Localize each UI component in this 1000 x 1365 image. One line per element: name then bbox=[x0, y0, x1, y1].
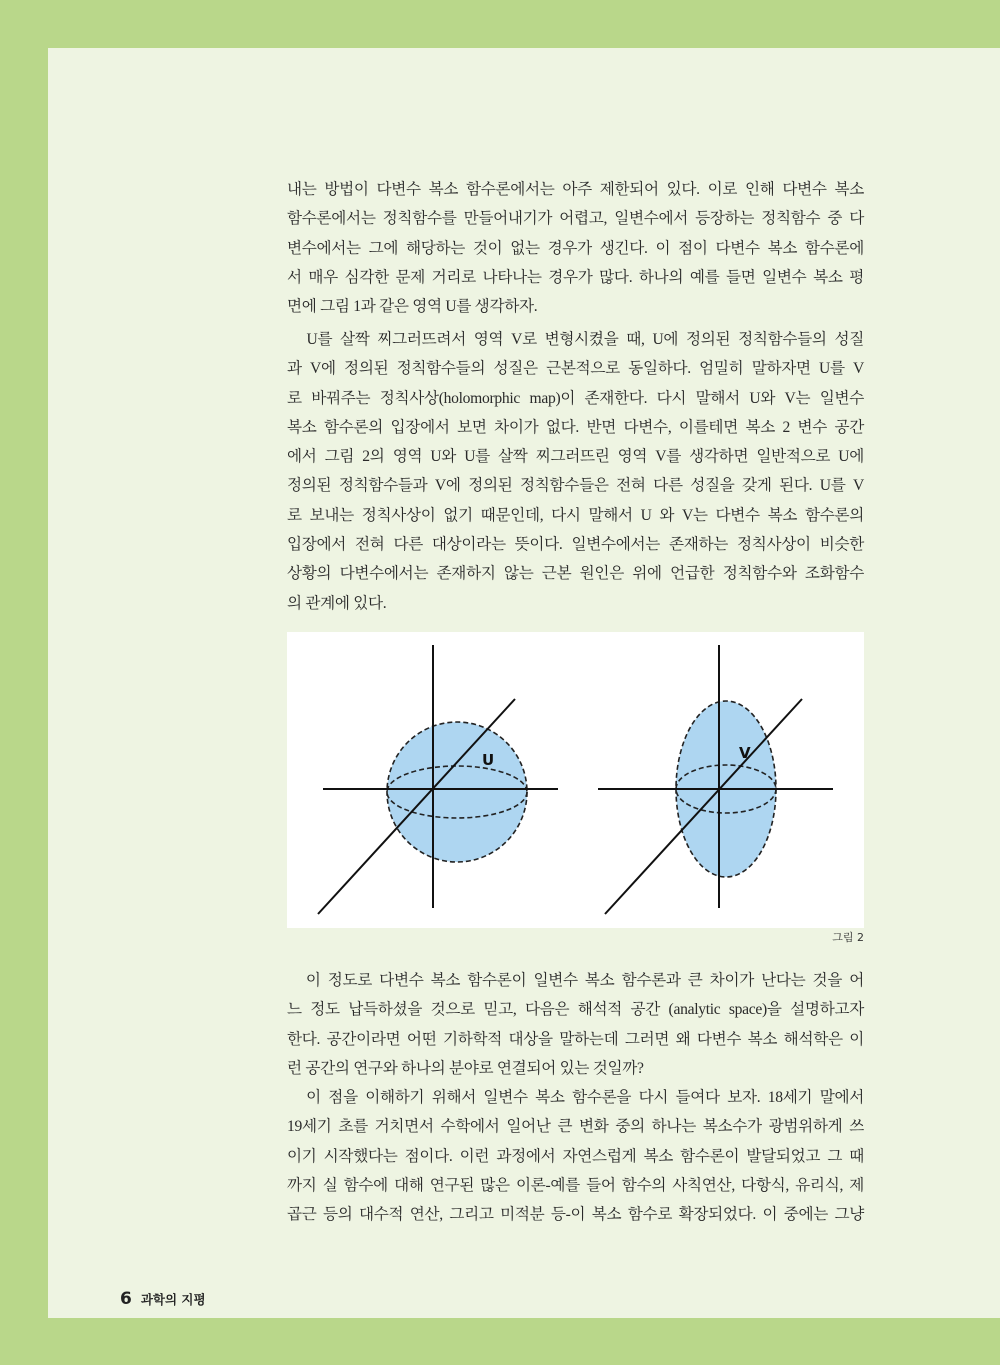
text-line: 까지 실 함수에 대해 연구된 많은 이론-예를 들어 함수의 사칙연산, 다항식, 유리식, 제 bbox=[287, 1176, 864, 1194]
text-line: 과 V에 정의된 정칙함수들의 성질은 근본적으로 동일하다. 엄밀히 말하자면 U를 V bbox=[287, 360, 864, 378]
text-line: 런 공간의 연구와 하나의 분야로 연결되어 있는 것일까? bbox=[287, 1059, 644, 1077]
domain-diagram bbox=[287, 632, 864, 928]
text-line: 로 바꿔주는 정칙사상(holomorphic map)이 존재한다. 다시 말해서 U와 V는 일변수 bbox=[287, 389, 864, 407]
paragraph-2 bbox=[287, 325, 864, 618]
text-line: 느 정도 납득하셨을 것으로 믿고, 다음은 해석적 공간 (analytic space)을 설명하고자 bbox=[287, 1001, 864, 1019]
text-line: 함수론에서는 정칙함수를 만들어내기가 어렵고, 일변수에서 등장하는 정칙함수 중 다 bbox=[287, 210, 864, 228]
page-number: 6 bbox=[120, 1289, 132, 1309]
text-line: 로 보내는 정칙사상이 없기 때문인데, 다시 말해서 U 와 V는 다변수 복소 함수론의 bbox=[287, 506, 864, 524]
text-line: 곱근 등의 대수적 연산, 그리고 미적분 등-이 복소 함수로 확장되었다. 이 중에는 그냥 bbox=[287, 1206, 864, 1224]
text-line: 정의된 정칙함수들과 V에 정의된 정칙함수들은 전혀 다른 성질을 갖게 된다. U를 V bbox=[287, 477, 864, 495]
ellipsoid-v bbox=[598, 645, 833, 914]
text-line: U를 살짝 찌그러뜨려서 영역 V로 변형시켰을 때, U에 정의된 정칙함수들의 성질 bbox=[287, 331, 864, 348]
text-line: 면에 그림 1과 같은 영역 U를 생각하자. bbox=[287, 298, 538, 316]
text-line: 입장에서 전혀 다른 대상이라는 뜻이다. 일변수에서는 존재하는 정칙사상이 비슷한 bbox=[287, 536, 864, 554]
text-line: 이 점을 이해하기 위해서 일변수 복소 함수론을 다시 들여다 보자. 18세기 말에서 bbox=[287, 1089, 864, 1106]
figure-2 bbox=[287, 632, 864, 928]
text-line: 상황의 다변수에서는 존재하지 않는 근본 원인은 위에 언급한 정칙함수와 조화함수 bbox=[287, 565, 864, 583]
sphere-u bbox=[318, 645, 558, 914]
page-footer bbox=[120, 1289, 206, 1309]
magazine-title: 과학의 지평 bbox=[140, 1292, 206, 1307]
text-line: 복소 함수론의 입장에서 보면 차이가 없다. 반면 다변수, 이를테면 복소 2 변수 공간 bbox=[287, 418, 864, 436]
text-line: 의 관계에 있다. bbox=[287, 594, 387, 612]
svg-text:V: V bbox=[739, 744, 751, 762]
text-line: 내는 방법이 다변수 복소 함수론에서는 아주 제한되어 있다. 이로 인해 다변수 복소 bbox=[287, 181, 864, 198]
text-line: 이 정도로 다변수 복소 함수론이 일변수 복소 함수론과 큰 차이가 난다는 것을 어 bbox=[287, 972, 864, 989]
text-line: 변수에서는 그에 해당하는 것이 없는 경우가 생긴다. 이 점이 다변수 복소 함수론에 bbox=[287, 239, 864, 257]
text-line: 한다. 공간이라면 어떤 기하학적 대상을 말하는데 그러면 왜 다변수 복소 해석학은 이 bbox=[287, 1030, 864, 1048]
paragraph-4 bbox=[287, 1083, 864, 1229]
figure-caption: 그림 2 bbox=[832, 931, 864, 944]
text-line: 에서 그림 2의 영역 U와 U를 살짝 찌그러뜨린 영역 V를 생각하면 일반적으로 U에 bbox=[287, 448, 864, 466]
text-line: 19세기 초를 거치면서 수학에서 일어난 큰 변화 중의 하나는 복소수가 광범위하게 쓰 bbox=[287, 1118, 864, 1136]
svg-text:U: U bbox=[482, 751, 495, 769]
text-line: 이기 시작했다는 점이다. 이런 과정에서 자연스럽게 복소 함수론이 발달되었고 그 때 bbox=[287, 1147, 864, 1165]
paragraph-1 bbox=[287, 175, 864, 321]
text-line: 서 매우 심각한 문제 거리로 나타나는 경우가 많다. 하나의 예를 들면 일변수 복소 평 bbox=[287, 268, 864, 286]
paragraph-3 bbox=[287, 966, 864, 1083]
